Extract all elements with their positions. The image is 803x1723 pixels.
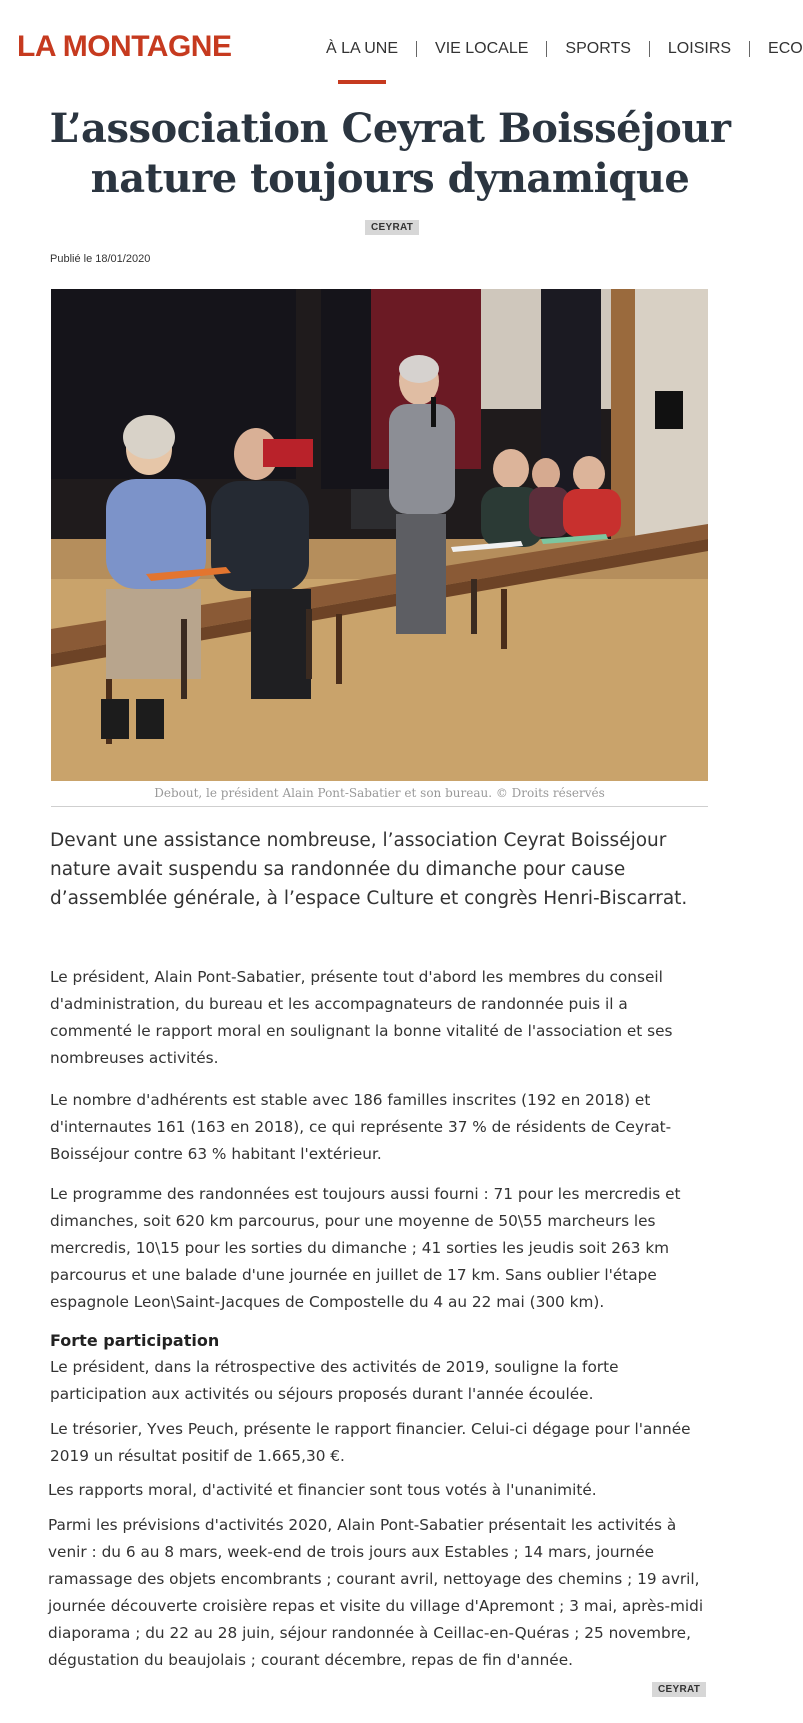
article-paragraph: Le programme des randonnées est toujours aussi fourni : 71 pour les mercredis et dimanches, soit 620 km parcourus, pour une moyenne de 50\55 marcheurs les mercredis, 10\15 pour les sorties du dimanche ; 41 sorties les jeudis soit 263 km parcourus et une balade d'une journée en juillet de 17 km. Sans oublier l'étape espagnole Leon\Saint-Jacques de Compostelle du 4 au 22 mai (300 km). (50, 1185, 681, 1311)
article-paragraph: Le trésorier, Yves Peuch, présente le rapport financier. Celui-ci dégage pour l'année 2019 un résultat positif de 1.665,30 €. (50, 1420, 691, 1465)
nav-item-loisirs[interactable]: LOISIRS (667, 40, 732, 57)
nav-divider (649, 41, 650, 57)
article-paragraph: Le président, Alain Pont-Sabatier, présente tout d'abord les membres du conseil d'administration, du bureau et les accompagnateurs de randonnée puis il a commenté le rapport moral en soulignant la bonne vitalité de l'association et ses nombreuses activités. (50, 968, 673, 1067)
article-paragraph: Parmi les prévisions d'activités 2020, Alain Pont-Sabatier présentait les activités à venir : du 6 au 8 mars, week-end de trois jours aux Estables ; 14 mars, journée ramassage des objets encombrants ; courant avril, nettoyage des chemins ; 19 avril, journée découverte croisière repas et visite du village d'Apremont ; 3 mai, après-midi diaporama ; du 22 au 28 juin, séjour randonnée à Ceillac-en-Quéras ; 25 novembre, dégustation du beaujolais ; courant décembre, repas de fin d'année. (48, 1516, 704, 1669)
nav-divider (546, 41, 547, 57)
article-photo (51, 289, 708, 781)
nav-item-sports[interactable]: SPORTS (565, 40, 631, 57)
article-title: L’association Ceyrat Boisséjour nature toujours dynamique (49, 105, 731, 202)
nav-divider (749, 41, 750, 57)
article-subheading: Forte participation (50, 1331, 220, 1350)
category-tag-bottom[interactable]: CEYRAT (652, 1682, 706, 1697)
article-lead: Devant une assistance nombreuse, l’association Ceyrat Boisséjour nature avait suspendu sa randonnée du dimanche pour cause d’assemblée générale, à l’espace Culture et congrès Henri-Biscarrat. (50, 830, 688, 909)
publication-date: Publié le 18/01/2020 (50, 253, 151, 265)
site-logo[interactable]: LA MONTAGNE (17, 30, 232, 63)
nav-divider (416, 41, 417, 57)
article-paragraph: Le nombre d'adhérents est stable avec 186 familles inscrites (192 en 2018) et d'internautes 161 (163 en 2018), ce qui représente 37 % de résidents de Ceyrat-Boisséjour contre 63 % habitant l'extérieur. (50, 1091, 672, 1163)
site-header (0, 0, 803, 90)
nav-item-eco[interactable]: ECO (768, 40, 803, 57)
photo-caption: Debout, le président Alain Pont-Sabatier et son bureau. © Droits réservés (51, 786, 708, 807)
main-nav (326, 40, 803, 58)
nav-item-a-la-une[interactable]: À LA UNE (326, 40, 399, 57)
nav-item-vie-locale[interactable]: VIE LOCALE (435, 40, 529, 57)
article-paragraph: Le président, dans la rétrospective des activités de 2019, souligne la forte participation aux activités ou séjours proposés durant l'année écoulée. (50, 1358, 619, 1403)
article-paragraph: Les rapports moral, d'activité et financier sont tous votés à l'unanimité. (48, 1481, 597, 1499)
category-tag[interactable]: CEYRAT (365, 220, 419, 235)
